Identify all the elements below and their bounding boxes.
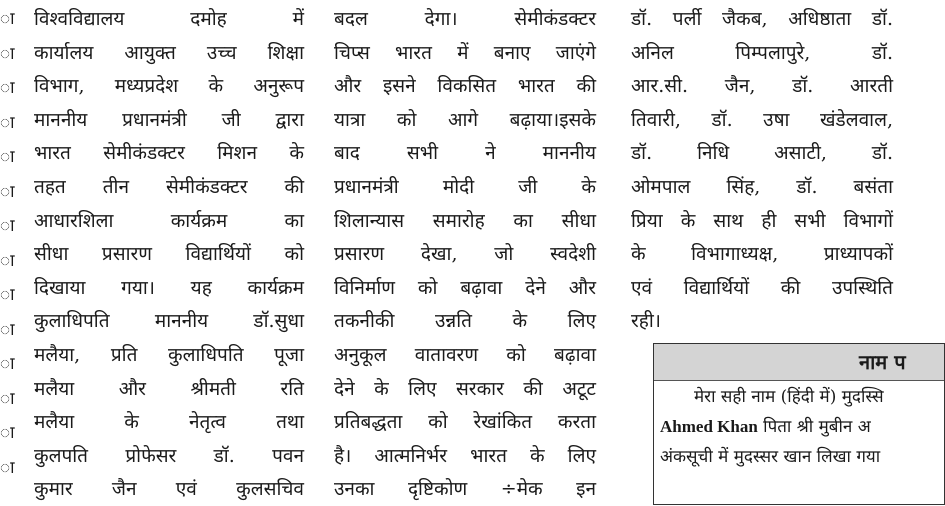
text-line: डॉ. निधि असाटी, डॉ. (631, 142, 893, 165)
text-line: कुलाधिपति माननीय डॉ.सुधा (34, 310, 304, 333)
text-line: ा (0, 319, 15, 340)
text-line: प्रधानमंत्री मोदी जी के (334, 176, 596, 198)
article-column-2 (334, 0, 596, 501)
text-line: मलैया के नेतृत्व तथा (34, 411, 304, 434)
text-line: ा (0, 216, 15, 236)
text-line: उनका दृष्टिकोण ÷मेक इन (334, 478, 596, 501)
text-line: और इसने विकसित भारत की (334, 75, 596, 98)
text-line: ा (0, 354, 15, 374)
text-line: ा (0, 250, 15, 271)
text-line: ओमपाल सिंह, डॉ. बसंता (631, 176, 893, 198)
text-line: आधारशिला कार्यक्रम का (34, 209, 304, 232)
text-line: कुमार जैन एवं कुलसचिव (34, 478, 304, 501)
adjacent-column-edge (0, 0, 15, 490)
notice-line-2 (660, 412, 944, 442)
text-line: ा (0, 181, 15, 202)
text-line: रही। (631, 310, 661, 333)
text-line: कार्यालय आयुक्त उच्च शिक्षा (34, 41, 304, 64)
article-column-3 (631, 0, 893, 333)
text-line: ा (0, 423, 15, 443)
text-line: विनिर्माण को बढ़ावा देने और (334, 276, 596, 299)
text-line: दिखाया गया। यह कार्यक्रम (34, 276, 304, 299)
text-line: प्रसारण देखा, जो स्वदेशी (334, 243, 596, 266)
text-line: तकनीकी उन्नति के लिए (334, 310, 596, 333)
text-line: ा (0, 9, 15, 29)
text-line: तिवारी, डॉ. उषा खंडेलवाल, (631, 108, 893, 131)
text-line: बाद सभी ने माननीय (334, 142, 596, 165)
text-line: अनुकूल वातावरण को बढ़ावा (334, 344, 596, 366)
text-line: ा (0, 78, 15, 98)
notice-header (654, 344, 944, 381)
text-line: प्रतिबद्धता को रेखांकित करता (334, 411, 596, 434)
text-line: आर.सी. जैन, डॉ. आरती (631, 75, 893, 98)
text-line: प्रिया के साथ ही सभी विभागों (631, 209, 893, 232)
text-line: ा (0, 388, 15, 409)
text-line: माननीय प्रधानमंत्री जी द्वारा (34, 108, 304, 131)
article-column-1 (34, 0, 304, 501)
text-line: शिलान्यास समारोह का सीधा (334, 209, 596, 232)
text-line: मलैया और श्रीमती रति (34, 377, 304, 400)
notice-line-3: अंकसूची में मुदस्सर खान लिखा गया (660, 447, 881, 467)
text-line: डॉ. पर्ली जैकब, अधिष्ठाता डॉ. (631, 8, 893, 30)
text-line: विभाग, मध्यप्रदेश के अनुरूप (34, 75, 304, 98)
text-line: तहत तीन सेमीकंडक्टर की (34, 176, 304, 198)
text-line: देने के लिए सरकार की अटूट (334, 377, 596, 400)
text-line: ा (0, 457, 15, 478)
text-line: कुलपति प्रोफेसर डॉ. पवन (34, 444, 304, 467)
text-line: सीधा प्रसारण विद्यार्थियों को (34, 243, 304, 266)
text-line: ा (0, 112, 15, 133)
text-line: अनिल पिम्पलापुरे, डॉ. (631, 41, 893, 64)
text-line: ा (0, 43, 15, 64)
notice-title: नाम प (859, 350, 906, 374)
text-line: बदल देगा। सेमीकंडक्टर (334, 8, 596, 30)
text-line: के विभागाध्यक्ष, प्राध्यापकों (631, 243, 893, 266)
notice-line-2-rest: पिता श्री मुबीन अ (757, 417, 871, 437)
text-line: है। आत्मनिर्भर भारत के लिए (334, 444, 596, 467)
notice-name-english: Ahmed Khan (660, 417, 758, 436)
text-line: विश्वविद्यालय दमोह में (34, 8, 304, 30)
notice-line-1: मेरा सही नाम (हिंदी में) मुदस्सि (694, 387, 884, 407)
text-line: भारत सेमीकंडक्टर मिशन के (34, 142, 304, 165)
text-line: एवं विद्यार्थियों की उपस्थिति (631, 276, 893, 299)
text-line: मलैया, प्रति कुलाधिपति पूजा (34, 344, 304, 366)
text-line: ा (0, 147, 15, 167)
text-line: यात्रा को आगे बढ़ाया।इसके (334, 108, 596, 131)
text-line: ा (0, 285, 15, 305)
text-line: चिप्स भारत में बनाए जाएंगे (334, 41, 596, 64)
name-change-notice (653, 343, 945, 505)
